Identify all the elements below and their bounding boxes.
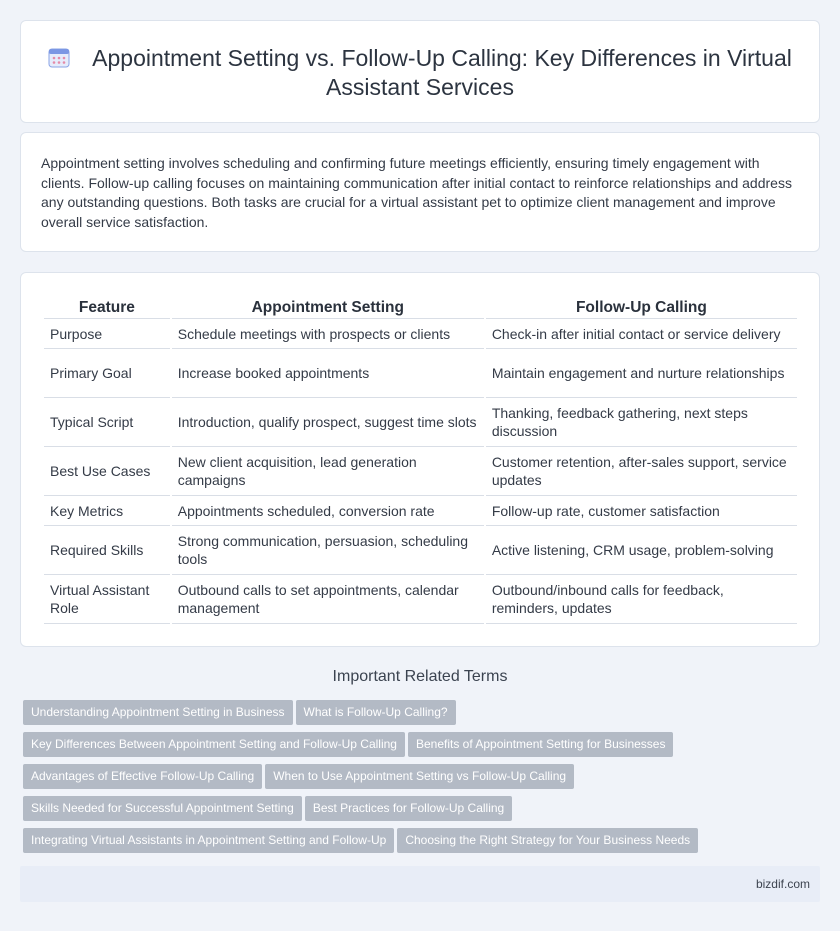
row-follow-up-calling: Active listening, CRM usage, problem-solving <box>486 526 797 575</box>
header-follow-up-calling: Follow-Up Calling <box>486 295 797 319</box>
row-feature: Typical Script <box>44 398 170 447</box>
related-term-tag[interactable]: Skills Needed for Successful Appointment Setting <box>23 796 302 821</box>
table-row <box>44 526 797 575</box>
row-feature: Best Use Cases <box>44 447 170 496</box>
row-appointment-setting: New client acquisition, lead generation campaigns <box>172 447 484 496</box>
related-term-tag[interactable]: Advantages of Effective Follow-Up Calling <box>23 764 262 789</box>
header-card <box>20 20 820 123</box>
table-row <box>44 496 797 526</box>
row-follow-up-calling: Check-in after initial contact or service delivery <box>486 319 797 349</box>
row-feature: Key Metrics <box>44 496 170 526</box>
related-term-tag[interactable]: Choosing the Right Strategy for Your Business Needs <box>397 828 698 853</box>
row-feature: Virtual Assistant Role <box>44 575 170 624</box>
related-term-tag[interactable]: Best Practices for Follow-Up Calling <box>305 796 512 821</box>
table-row <box>44 319 797 349</box>
row-feature: Purpose <box>44 319 170 349</box>
related-term-tag[interactable]: Benefits of Appointment Setting for Businesses <box>408 732 673 757</box>
related-terms-title: Important Related Terms <box>332 668 508 685</box>
row-follow-up-calling: Thanking, feedback gathering, next steps discussion <box>486 398 797 447</box>
row-appointment-setting: Introduction, qualify prospect, suggest time slots <box>172 398 484 447</box>
table-row <box>44 349 797 398</box>
intro-card <box>20 132 820 252</box>
footer <box>20 866 820 902</box>
table-row <box>44 575 797 624</box>
table-row <box>44 398 797 447</box>
row-follow-up-calling: Maintain engagement and nurture relationships <box>486 349 797 398</box>
row-follow-up-calling: Customer retention, after-sales support, service updates <box>486 447 797 496</box>
header-feature: Feature <box>44 295 170 319</box>
row-appointment-setting: Increase booked appointments <box>172 349 484 398</box>
related-term-tag[interactable]: Integrating Virtual Assistants in Appointment Setting and Follow-Up <box>23 828 394 853</box>
header-appointment-setting: Appointment Setting <box>172 295 484 319</box>
related-term-tag[interactable]: When to Use Appointment Setting vs Follow-Up Calling <box>265 764 574 789</box>
row-feature: Required Skills <box>44 526 170 575</box>
row-follow-up-calling: Outbound/inbound calls for feedback, reminders, updates <box>486 575 797 624</box>
related-term-tag[interactable]: Key Differences Between Appointment Setting and Follow-Up Calling <box>23 732 405 757</box>
comparison-card <box>20 272 820 647</box>
related-terms-list <box>23 700 723 860</box>
footer-site-link[interactable]: bizdif.com <box>755 877 810 891</box>
row-follow-up-calling: Follow-up rate, customer satisfaction <box>486 496 797 526</box>
intro-paragraph: Appointment setting involves scheduling and confirming future meetings efficiently, ensuring timely engagement with clients. Follow-up calling focuses on maintaining communication after initial contact to reinforce relationships and address any outstanding questions. Both tasks are crucial for a virtual assistant pet to optimize client management and improve overall service satisfaction. <box>41 155 792 230</box>
related-term-tag[interactable]: Understanding Appointment Setting in Business <box>23 700 293 725</box>
row-appointment-setting: Strong communication, persuasion, scheduling tools <box>172 526 484 575</box>
page-title-text: Appointment Setting vs. Follow-Up Calling: Key Differences in Virtual Assistant Services <box>92 45 792 100</box>
row-appointment-setting: Schedule meetings with prospects or clients <box>172 319 484 349</box>
row-appointment-setting: Outbound calls to set appointments, calendar management <box>172 575 484 624</box>
related-term-tag[interactable]: What is Follow-Up Calling? <box>296 700 456 725</box>
table-header-row <box>44 295 797 319</box>
row-feature: Primary Goal <box>44 349 170 398</box>
table-row <box>44 447 797 496</box>
row-appointment-setting: Appointments scheduled, conversion rate <box>172 496 484 526</box>
comparison-table <box>42 295 799 624</box>
calendar-icon <box>48 46 70 68</box>
page-title <box>21 44 819 102</box>
